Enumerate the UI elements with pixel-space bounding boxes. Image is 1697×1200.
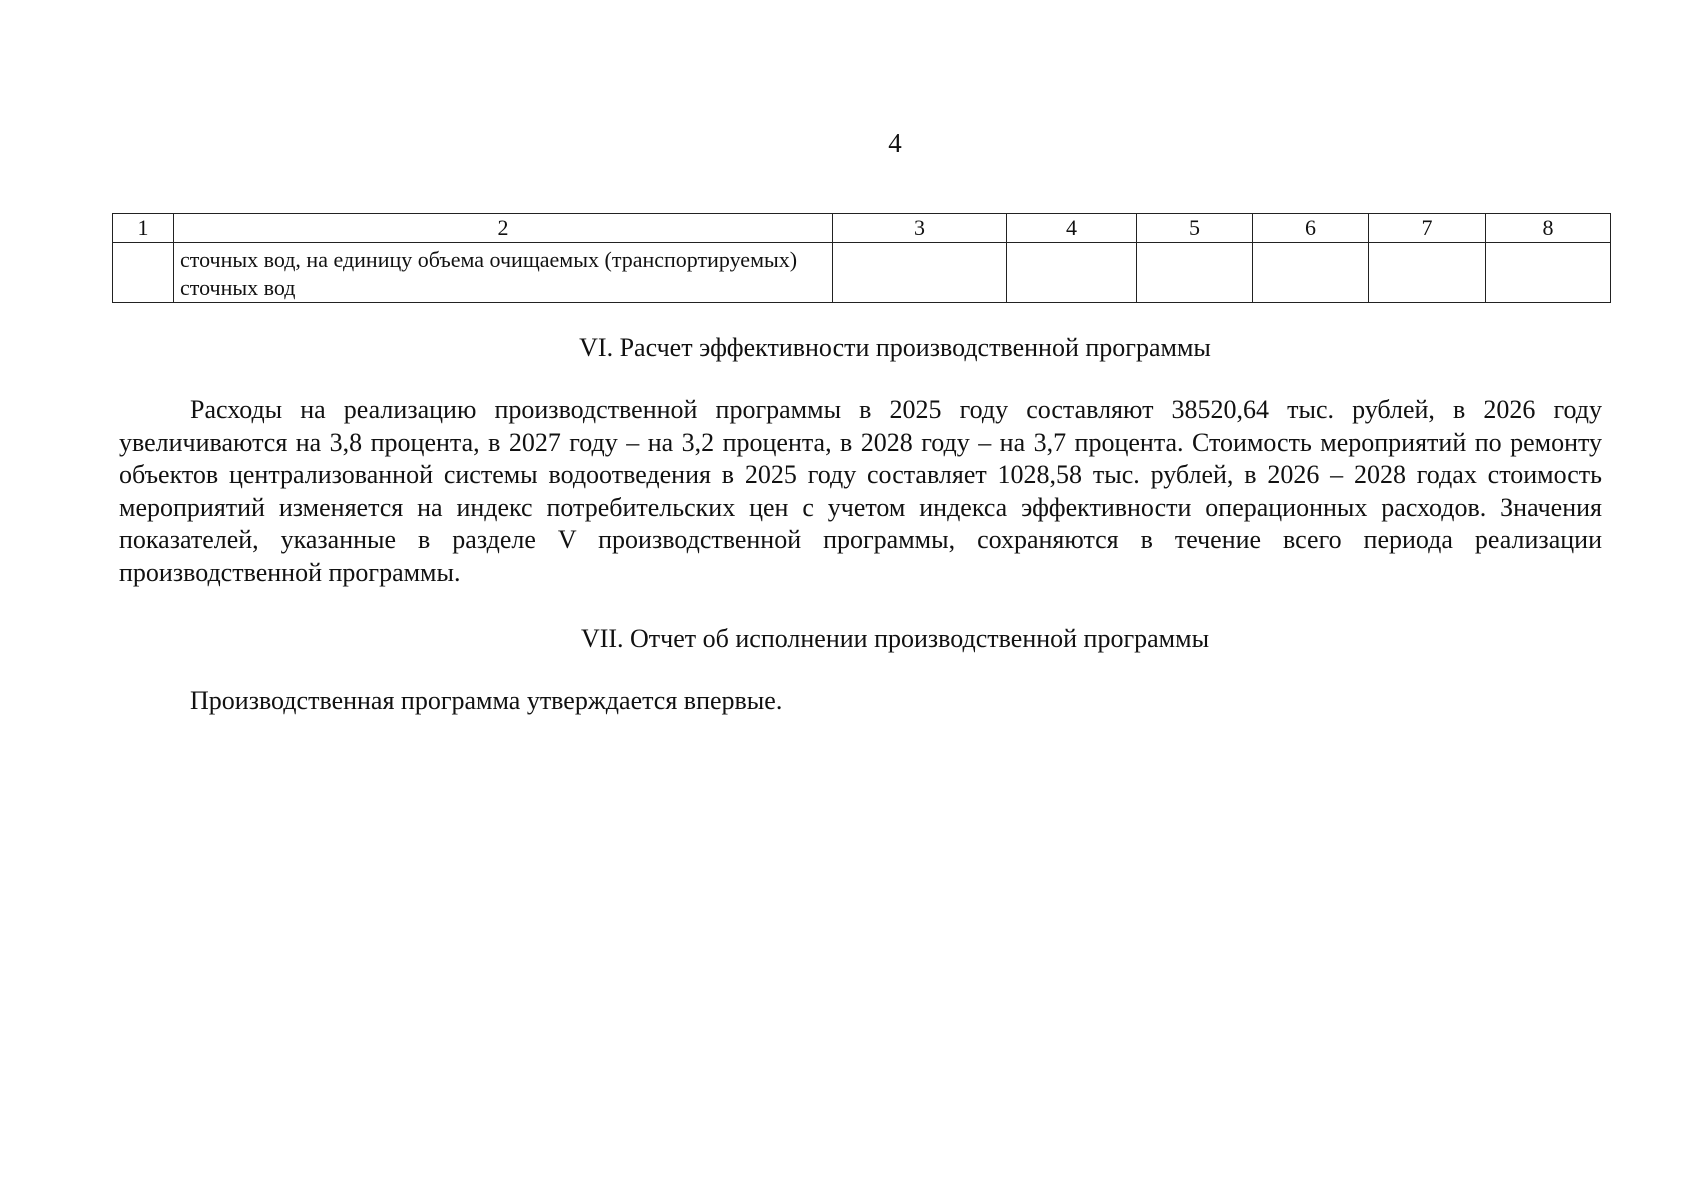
table-cell xyxy=(833,243,1007,303)
table-header-row xyxy=(113,214,1611,243)
section-6-heading: VI. Расчет эффективности производственной программы xyxy=(579,333,1211,362)
column-number: 5 xyxy=(1137,214,1253,243)
column-number: 6 xyxy=(1253,214,1369,243)
table-cell xyxy=(1486,243,1611,303)
section-7-paragraph: Производственная программа утверждается впервые. xyxy=(190,686,783,715)
section-7-heading: VII. Отчет об исполнении производственной программы xyxy=(580,624,1210,653)
table-cell xyxy=(1253,243,1369,303)
table-cell xyxy=(1137,243,1253,303)
table-cell xyxy=(1369,243,1486,303)
column-number: 8 xyxy=(1486,214,1611,243)
section-6-paragraph: Расходы на реализацию производственной программы в 2025 году составляют 38520,64 тыс. рублей, в 2026 году увеличиваются на 3,8 процента, в 2027 году – на 3,2 процента, в 2028 году – на 3,7 процента. Стоимость мероприятий по ремонту объектов централизованной системы водоотведения в 2025 году составляет 1028,58 тыс. рублей, в 2026 – 2028 годах стоимость мероприятий изменяется на индекс потребительских цен с учетом индекса эффективности операционных расходов. Значения показателей, указанные в разделе V производственной программы, сохраняются в течение всего периода реализации производственной программы. xyxy=(119,395,1602,587)
column-number: 3 xyxy=(833,214,1007,243)
page-number: 4 xyxy=(888,128,902,158)
column-number: 4 xyxy=(1007,214,1137,243)
indicator-description-cell: сточных вод, на единицу объема очищаемых (транспортируемых) сточных вод xyxy=(174,243,833,303)
table-cell xyxy=(1007,243,1137,303)
column-number: 7 xyxy=(1369,214,1486,243)
continuation-table xyxy=(112,213,1611,303)
table-cell xyxy=(113,243,174,303)
table-row xyxy=(113,243,1611,303)
column-number: 2 xyxy=(174,214,833,243)
column-number: 1 xyxy=(113,214,174,243)
